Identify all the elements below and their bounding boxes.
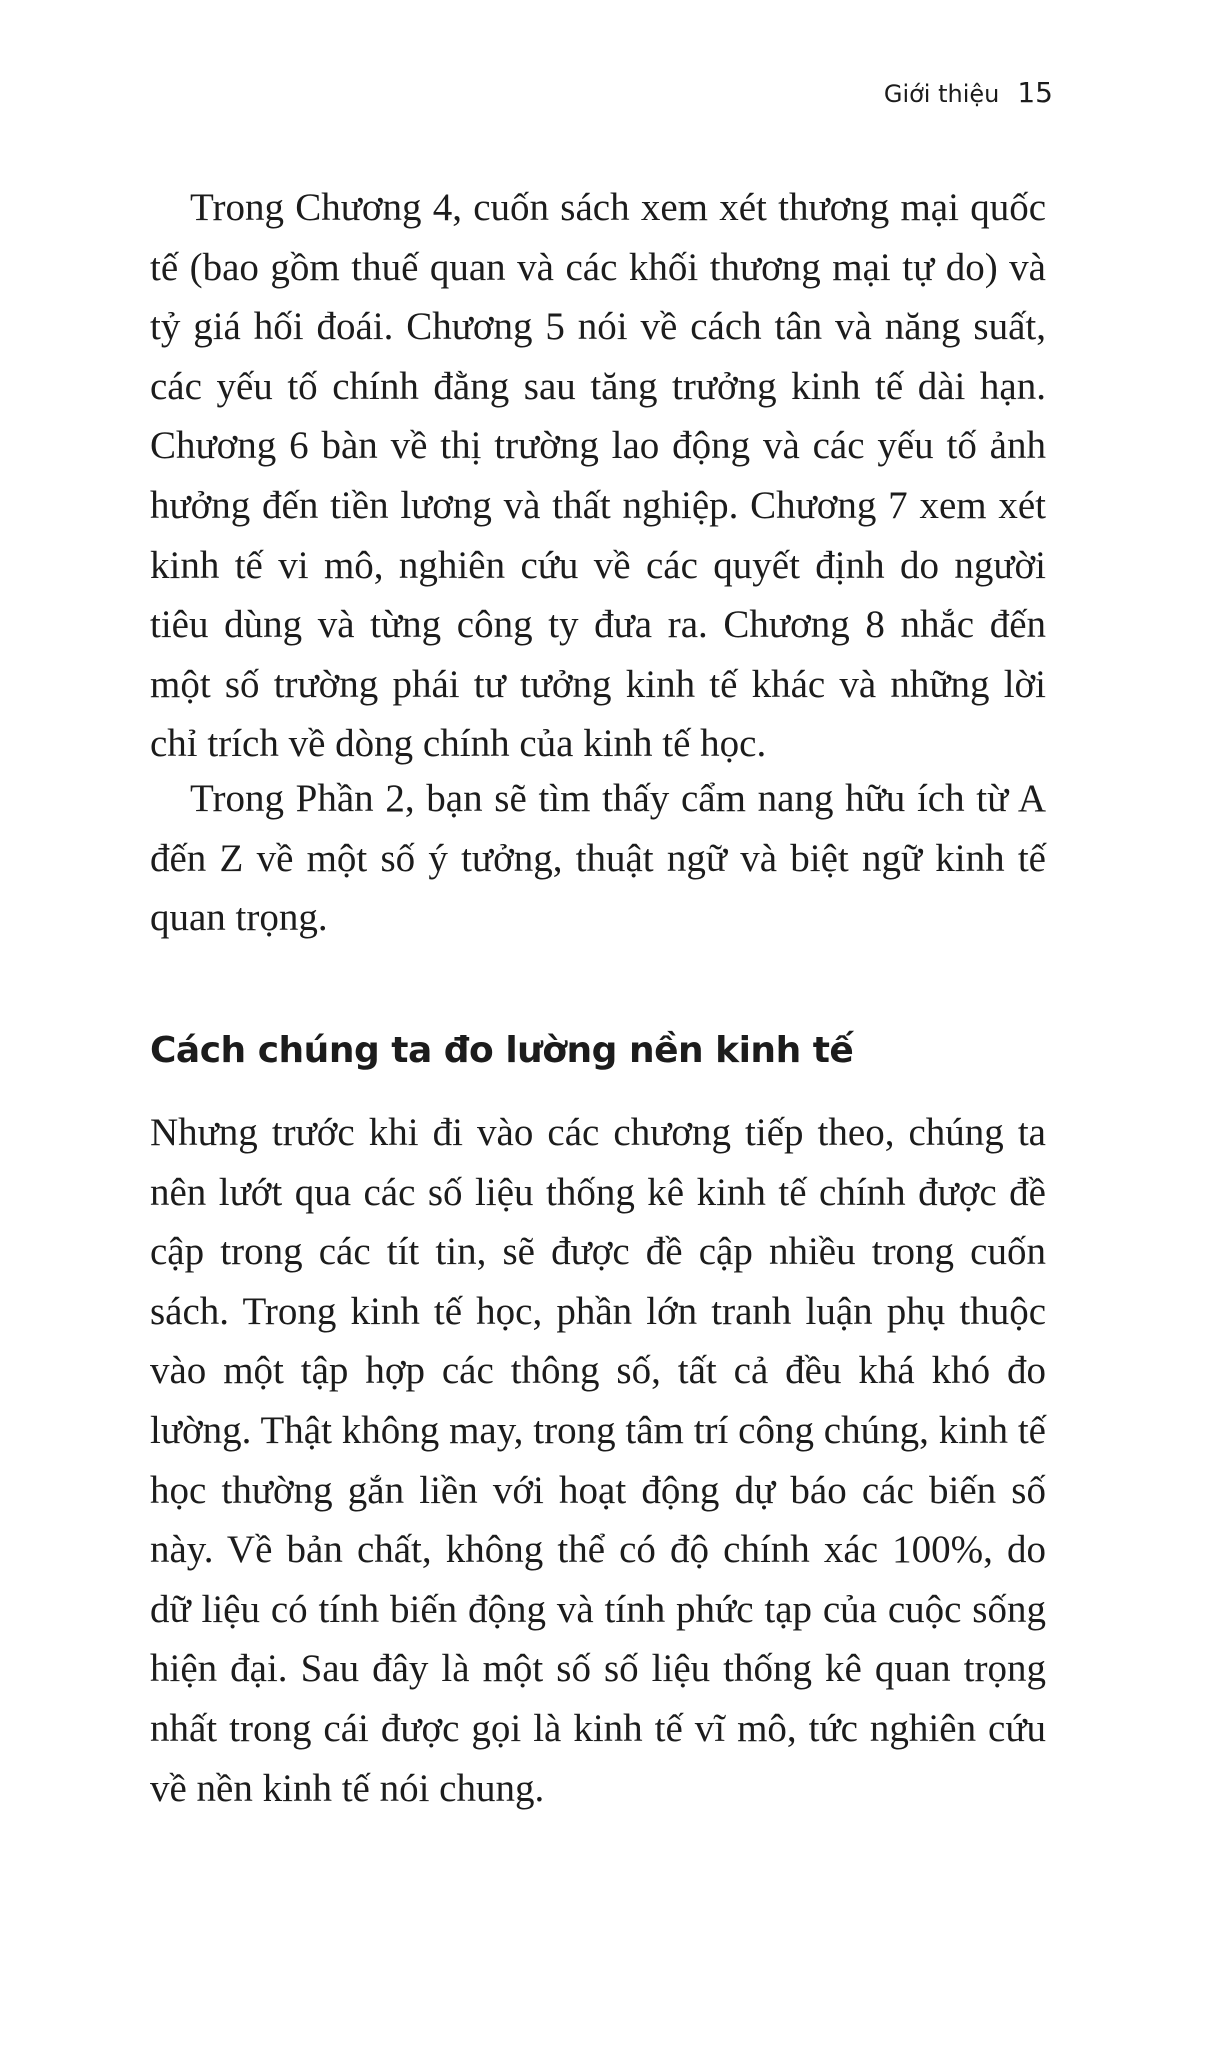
- section-title: Giới thiệu: [883, 80, 1000, 108]
- running-header: [884, 76, 1053, 109]
- page-number: 15: [1017, 76, 1053, 109]
- body-paragraph: Trong Chương 4, cuốn sách xem xét thương mại quốc tế (bao gồm thuế quan và các khối thương mại tự do) và tỷ giá hối đoái. Chương 5 nói về cách tân và năng suất, các yếu tố chính đằng sau tăng trưởng kinh tế dài hạn. Chương 6 bàn về thị trường lao động và các yếu tố ảnh hưởng đến tiền lương và thất nghiệp. Chương 7 xem xét kinh tế vi mô, nghiên cứu về các quyết định do người tiêu dùng và từng công ty đưa ra. Chương 8 nhắc đến một số trường phái tư tưởng kinh tế khác và những lời chỉ trích về dòng chính của kinh tế học.: [150, 186, 1046, 766]
- section-heading: Cách chúng ta đo lường nền kinh tế: [150, 1030, 854, 1071]
- body-paragraph: Trong Phần 2, bạn sẽ tìm thấy cẩm nang hữu ích từ A đến Z về một số ý tưởng, thuật ngữ và biệt ngữ kinh tế quan trọng.: [150, 777, 1046, 940]
- section-paragraph: Nhưng trước khi đi vào các chương tiếp theo, chúng ta nên lướt qua các số liệu thống kê kinh tế chính được đề cập trong các tít tin, sẽ được đề cập nhiều trong cuốn sách. Trong kinh tế học, phần lớn tranh luận phụ thuộc vào một tập hợp các thông số, tất cả đều khá khó đo lường. Thật không may, trong tâm trí công chúng, kinh tế học thường gắn liền với hoạt động dự báo các biến số này. Về bản chất, không thể có độ chính xác 100%, do dữ liệu có tính biến động và tính phức tạp của cuộc sống hiện đại. Sau đây là một số số liệu thống kê quan trọng nhất trong cái được gọi là kinh tế vĩ mô, tức nghiên cứu về nền kinh tế nói chung.: [150, 1111, 1046, 1810]
